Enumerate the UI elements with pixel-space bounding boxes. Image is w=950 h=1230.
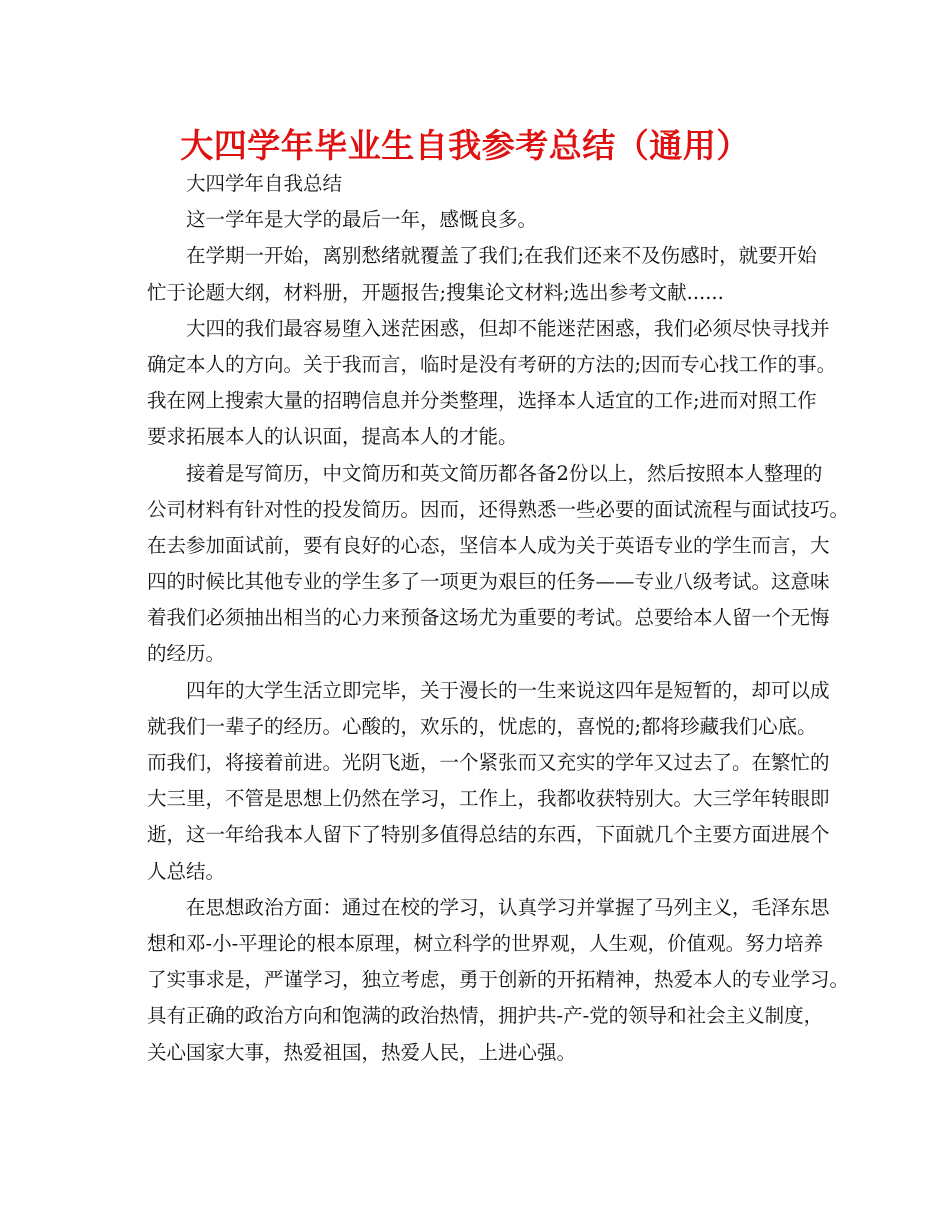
document-body [147,166,850,1071]
text-line: 关心国家大事，热爱祖国，热爱人民，上进心强。 [147,1040,577,1064]
text-line: 了实事求是，严谨学习，独立考虑，勇于创新的开拓精神，热爱本人的专业学习。 [147,968,850,992]
text-line: 确定本人的方向。关于我而言，临时是没有考研的方法的;因而专心找工作的事。 [147,352,837,376]
text-line: 四年的大学生活立即完毕，关于漫长的一生来说这四年是短暂的，却可以成 [186,678,830,702]
text-line: 在思想政治方面：通过在校的学习，认真学习并掌握了马列主义，毛泽东思 [186,895,830,919]
text-line: 逝，这一年给我本人留下了特别多值得总结的东西，下面就几个主要方面进展个 [147,823,830,847]
text-line: 大四的我们最容易堕入迷茫困惑，但却不能迷茫困惑，我们必须尽快寻找并 [186,316,830,340]
text-line: 四的时候比其他专业的学生多了一项更为艰巨的任务——专业八级考试。这意味 [147,570,830,594]
text-line: 着我们必须抽出相当的心力来预备这场尤为重要的考试。总要给本人留一个无悔 [147,606,830,630]
text-line: 大四学年自我总结 [186,172,343,195]
text-line: 想和邓-小-平理论的根本原理，树立科学的世界观，人生观，价值观。努力培养 [147,931,824,955]
text-line: 在学期一开始，离别愁绪就覆盖了我们;在我们还来不及伤感时，就要开始 [186,244,817,268]
text-line: 具有正确的政治方向和饱满的政治热情，拥护共-产-党的领导和社会主义制度， [147,1004,824,1028]
document-title: 大四学年毕业生自我参考总结（通用） [180,126,750,165]
text-line: 人总结。 [147,859,226,883]
text-line: 接着是写简历，中文简历和英文简历都各备2份以上，然后按照本人整理的 [186,461,823,485]
text-line: 我在网上搜索大量的招聘信息并分类整理，选择本人适宜的工作;进而对照工作 [147,389,817,413]
text-line: 的经历。 [147,642,226,666]
text-line: 这一学年是大学的最后一年，感慨良多。 [186,208,538,232]
text-line: 在去参加面试前，要有良好的心态，坚信本人成为关于英语专业的学生而言，大 [147,533,830,557]
text-line: 而我们，将接着前进。光阴飞逝，一个紧张而又充实的学年又过去了。在繁忙的 [147,751,830,774]
text-line: 公司材料有针对性的投发简历。因而，还得熟悉一些必要的面试流程与面试技巧。 [147,497,850,521]
text-line: 就我们一辈子的经历。心酸的，欢乐的，忧虑的，喜悦的;都将珍藏我们心底。 [147,714,817,738]
text-line: 忙于论题大纲，材料册，开题报告;搜集论文材料;选出参考文献...... [147,280,724,304]
text-line: 大三里，不管是思想上仍然在学习，工作上，我都收获特别大。大三学年转眼即 [147,787,830,811]
text-line: 要求拓展本人的认识面，提高本人的才能。 [147,425,518,449]
